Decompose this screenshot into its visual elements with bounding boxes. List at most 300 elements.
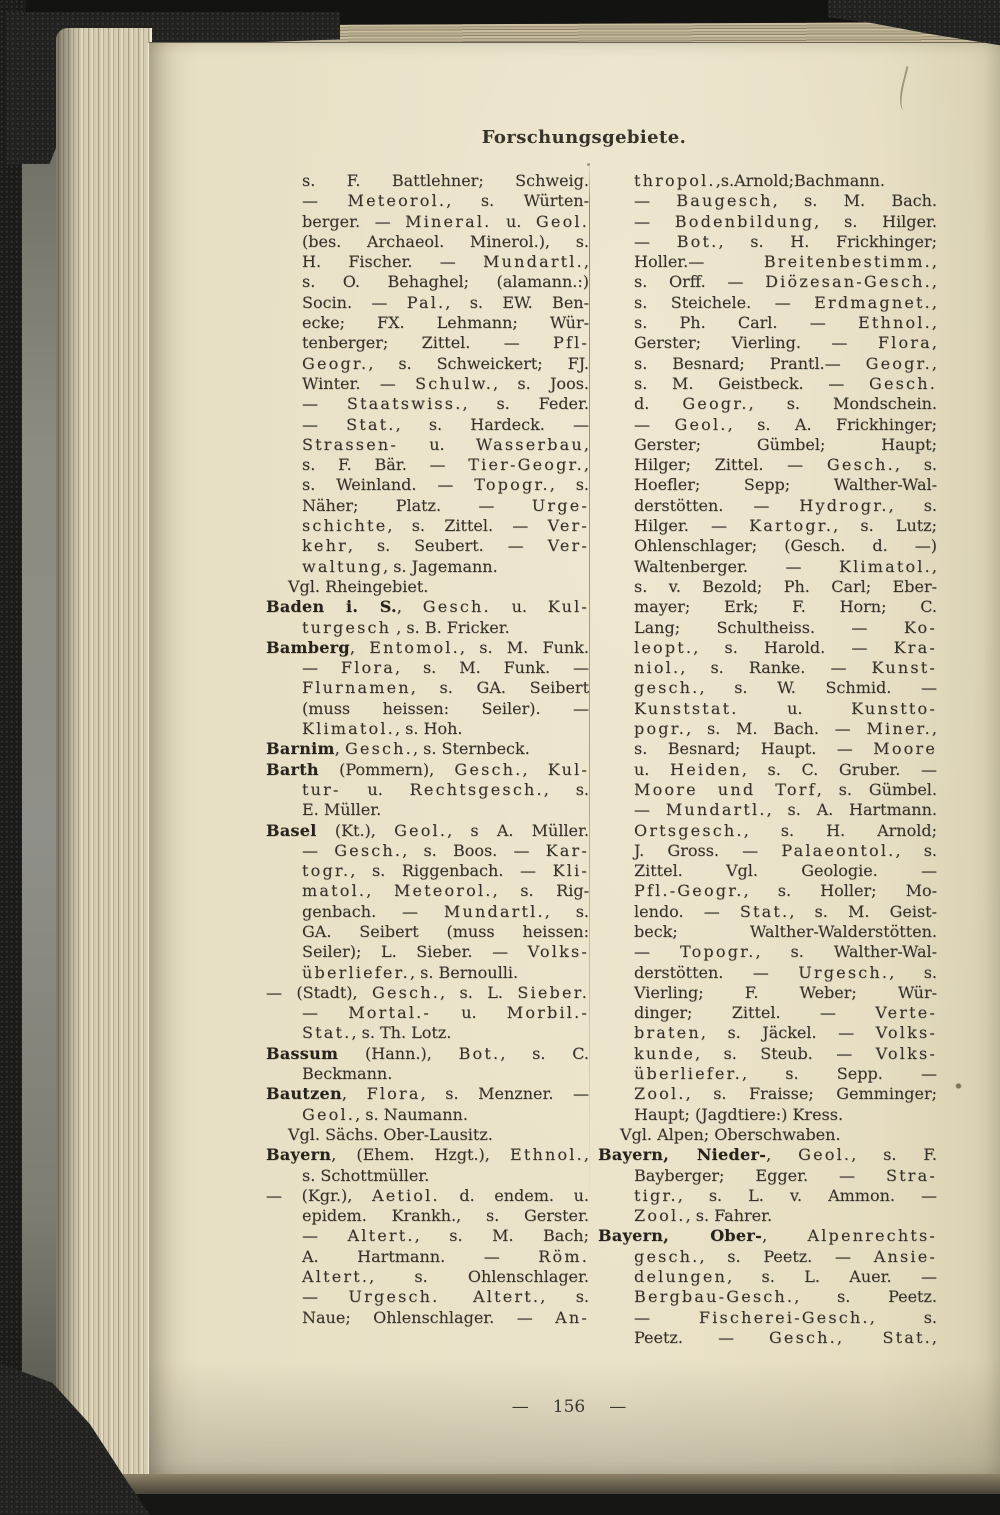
text-segment: , s. Sternbeck.: [412, 739, 530, 759]
text-segment: Verte-: [875, 1003, 937, 1023]
text-segment: Breitenbestimm.: [763, 252, 932, 272]
text-segment: , (Ehem. Hzgt.),: [331, 1145, 510, 1165]
text-segment: niol.: [634, 658, 681, 678]
text-segment: Bautzen: [266, 1084, 342, 1104]
text-segment: (Pommern),: [318, 759, 455, 779]
text-line: [266, 739, 589, 759]
text-segment: , s. A. Hartmann.: [766, 800, 937, 820]
text-segment: Lang; Schultheiss. —: [634, 617, 904, 637]
text-segment: gesch.: [634, 678, 700, 698]
text-segment: s. Steichele. —: [634, 292, 815, 312]
text-line: [266, 252, 589, 272]
text-segment: ,: [341, 1084, 367, 1104]
text-line: [598, 475, 937, 495]
text-segment: Bayern: [266, 1145, 332, 1165]
text-line: [598, 1145, 937, 1165]
text-segment: ,: [583, 434, 589, 454]
text-segment: —: [302, 840, 335, 860]
text-segment: ,: [583, 252, 589, 272]
text-segment: , s. M. Bach. —: [686, 719, 867, 739]
text-line: [266, 678, 589, 698]
text-segment: Geogr.: [302, 353, 369, 373]
text-segment: Ver-: [547, 516, 589, 536]
text-line: [598, 354, 937, 374]
text-segment: Hydrogr.: [799, 495, 889, 515]
text-segment: Pfl.-Geogr.: [634, 881, 744, 901]
text-line: [598, 496, 937, 516]
text-segment: schichte: [302, 516, 388, 536]
text-segment: Vgl. Rheingebiet.: [288, 576, 429, 596]
text-segment: Mundartl.: [443, 901, 545, 921]
text-segment: Erdmagnet.: [814, 292, 932, 312]
text-segment: Palaeontol.: [781, 840, 896, 860]
text-segment: Gesch.: [826, 455, 895, 475]
text-segment: Barth: [266, 759, 319, 779]
text-segment: u.: [634, 759, 671, 779]
text-segment: Gesch.: [344, 739, 413, 759]
text-segment: Bayberger; Egger. —: [634, 1165, 887, 1185]
column-divider-rule: [589, 161, 590, 1216]
text-segment: Kunstto-: [851, 698, 937, 718]
text-segment: Kra-: [893, 637, 937, 657]
book-page: [148, 42, 1000, 1474]
text-segment: , s. Rig-: [492, 881, 589, 901]
text-segment: Bayern, Ober-: [598, 1226, 763, 1246]
text-segment: Meteorol.: [347, 191, 447, 211]
index-column-left: [266, 171, 589, 1328]
text-segment: Baden i. S.: [266, 597, 397, 617]
text-segment: Hilger; Zittel. —: [634, 455, 827, 475]
text-line: [266, 171, 589, 191]
text-segment: —: [634, 211, 675, 231]
text-segment: , s. Schweickert; FJ.: [368, 353, 589, 373]
text-segment: Gesch.: [334, 840, 403, 860]
text-segment: , s. Th. Lotz.: [351, 1023, 452, 1043]
text-segment: , s. C.: [500, 1043, 589, 1063]
text-segment: braten: [634, 1023, 701, 1043]
text-segment: ,: [931, 313, 937, 333]
text-segment: Ko-: [903, 617, 937, 637]
text-segment: Gerster; Gümbel; Haupt;: [634, 434, 937, 454]
text-segment: —: [302, 394, 347, 414]
text-segment: d.: [634, 394, 683, 414]
text-line: [598, 618, 937, 638]
text-line: [598, 394, 937, 414]
text-segment: s. Weinland. —: [302, 475, 475, 495]
text-line: [598, 658, 937, 678]
text-segment: genbach. —: [302, 901, 444, 921]
text-line: [266, 922, 589, 942]
text-line: [598, 800, 937, 820]
text-segment: Volks-: [875, 1043, 937, 1063]
text-segment: (muss heissen: Seiler). —: [302, 698, 589, 718]
text-segment: , s. M. Geist-: [789, 901, 937, 921]
text-segment: kunde: [634, 1043, 696, 1063]
text-segment: An-: [555, 1307, 589, 1327]
text-segment: s. F. Battlehner; Schweig.: [302, 171, 589, 190]
text-segment: Bergbau-Gesch.: [634, 1287, 795, 1307]
text-line: [598, 374, 937, 394]
page-number: [489, 1397, 649, 1417]
text-segment: Gesch.: [372, 982, 441, 1002]
running-head: Forschungsgebiete.: [481, 127, 687, 148]
text-segment: s. F. Bär. —: [302, 455, 469, 475]
text-segment: Geol.: [302, 1104, 356, 1124]
text-line: [598, 983, 937, 1003]
text-segment: d. endem. u.: [439, 1185, 589, 1205]
text-segment: Sieber.: [517, 982, 589, 1002]
text-segment: ,: [931, 353, 937, 373]
text-segment: , s. H. Arnold;: [743, 820, 937, 840]
text-segment: , s. Riggenbach. —: [350, 861, 553, 881]
text-segment: —: [634, 191, 677, 211]
text-line: [266, 1125, 589, 1145]
text-segment: Entomol.: [369, 637, 460, 657]
text-line: [598, 313, 937, 333]
text-line: [598, 272, 937, 292]
text-segment: Zool.: [634, 1206, 686, 1226]
page-stack-fore-edge: [56, 28, 152, 1476]
text-segment: , s.: [543, 779, 590, 799]
text-segment: ,: [583, 1145, 589, 1165]
text-segment: , s. Holler; Mo-: [743, 881, 937, 901]
text-segment: s. M. Geistbeck. —: [634, 373, 869, 393]
text-segment: Staatswiss.: [346, 394, 463, 414]
text-segment: Peetz. —: [634, 1327, 769, 1347]
text-segment: Zittel. Vgl. Geologie. —: [634, 861, 937, 881]
text-line: [266, 577, 589, 597]
page-number-value: 156: [552, 1397, 586, 1417]
text-segment: tigr.: [634, 1185, 678, 1205]
text-segment: überliefer.: [634, 1064, 742, 1084]
text-segment: ,: [931, 333, 937, 353]
text-line: [266, 415, 589, 435]
text-segment: Seiler); L. Sieber. —: [302, 942, 528, 962]
text-segment: Tier-Geogr.: [468, 455, 584, 475]
text-segment: ,: [583, 455, 589, 475]
text-line: [598, 455, 937, 475]
text-line: [598, 1226, 937, 1246]
text-segment: Aetiol.: [371, 1185, 440, 1205]
text-line: [598, 963, 937, 983]
text-segment: Pfl-: [552, 333, 589, 353]
text-line: [598, 1003, 937, 1023]
text-segment: Ortsgesch.: [634, 820, 744, 840]
text-segment: , s. Feder.: [462, 394, 590, 414]
text-segment: Volks-: [527, 942, 589, 962]
text-line: [598, 1287, 937, 1307]
text-segment: Flora: [366, 1084, 421, 1104]
text-segment: Morbil.-: [506, 1003, 590, 1023]
text-segment: ,: [366, 881, 394, 901]
text-segment: —: [302, 414, 347, 434]
text-line: [598, 881, 937, 901]
text-segment: Urgesch. Altert.: [348, 1287, 541, 1307]
text-line: [598, 597, 937, 617]
text-segment: , s.: [889, 962, 937, 982]
text-segment: Bot.: [458, 1043, 501, 1063]
text-line: [598, 1308, 937, 1328]
text-segment: , s.: [869, 1307, 937, 1327]
text-line: [266, 1186, 589, 1206]
text-segment: , s. Lutz;: [833, 516, 937, 536]
text-segment: berger. —: [302, 211, 406, 231]
text-segment: , s. Boos. —: [402, 840, 546, 860]
text-segment: , s. Naumann.: [355, 1104, 468, 1124]
text-segment: Urge-: [531, 495, 589, 515]
text-line: [598, 821, 937, 841]
text-segment: , s.: [540, 1287, 589, 1307]
text-segment: matol.: [302, 881, 367, 901]
text-line: [598, 171, 937, 191]
text-segment: ,: [396, 597, 423, 617]
text-segment: tur-: [302, 779, 341, 799]
text-segment: derstötten. —: [634, 495, 800, 515]
text-segment: ,s.Arnold;Bachmann.: [715, 171, 885, 190]
text-line: [598, 922, 937, 942]
text-segment: , s. Hardeck. —: [395, 414, 589, 434]
text-segment: Basel: [266, 820, 317, 840]
text-segment: , s. Seubert. —: [347, 536, 548, 556]
text-segment: —: [302, 658, 341, 678]
text-segment: , s A. Müller.: [447, 820, 589, 840]
text-segment: , s.: [549, 475, 590, 495]
text-line: [598, 1064, 937, 1084]
text-segment: , s. Harold. —: [693, 637, 894, 657]
text-segment: , s. C. Gruber. —: [741, 759, 937, 779]
text-line: [598, 1023, 937, 1043]
text-segment: Geogr.: [682, 394, 749, 414]
text-segment: Mortal.-: [348, 1003, 432, 1023]
text-segment: , s. A. Frickhinger;: [727, 414, 937, 434]
text-line: [598, 333, 937, 353]
text-segment: s. Schottmüller.: [302, 1165, 430, 1185]
text-segment: Ethnol.: [509, 1145, 584, 1165]
text-segment: Flora: [340, 658, 395, 678]
text-line: [598, 861, 937, 881]
text-line: [266, 475, 589, 495]
text-segment: , s. M. Bach;: [414, 1226, 589, 1246]
text-line: [266, 841, 589, 861]
text-segment: Mundartl.: [483, 252, 584, 272]
text-segment: Zool.: [634, 1084, 686, 1104]
text-segment: Geogr.: [865, 353, 932, 373]
text-segment: Kli-: [552, 861, 589, 881]
text-line: [266, 1084, 589, 1104]
text-segment: Klimatol.: [838, 556, 932, 576]
text-segment: Ansie-: [873, 1246, 937, 1266]
text-segment: togr.: [302, 861, 351, 881]
text-line: [266, 983, 589, 1003]
text-segment: Vgl. Alpen; Oberschwaben.: [620, 1124, 841, 1144]
text-segment: Naue; Ohlenschlager. —: [302, 1307, 556, 1327]
text-line: [266, 942, 589, 962]
text-line: [598, 739, 937, 759]
text-segment: —: [634, 414, 675, 434]
text-segment: Wasserbau: [475, 434, 584, 454]
text-segment: , s. Gümbel.: [816, 779, 937, 799]
text-segment: Diözesan-Gesch.: [765, 272, 932, 292]
text-line: [266, 1105, 589, 1125]
text-segment: Gesch.: [454, 759, 523, 779]
text-segment: , s. Jäckel. —: [700, 1023, 876, 1043]
text-line: [598, 719, 937, 739]
text-segment: Bayern, Nieder-: [598, 1145, 767, 1165]
text-segment: ,: [931, 252, 937, 272]
text-segment: Socin. —: [302, 292, 407, 312]
text-segment: Altert.: [302, 1267, 370, 1287]
text-line: [266, 232, 589, 252]
text-segment: Hoefler; Sepp; Walther-Wal-: [634, 475, 937, 495]
text-segment: Gesch.: [868, 373, 937, 393]
text-segment: Flurnamen: [302, 678, 411, 698]
text-segment: , s. Hoh.: [394, 719, 463, 739]
text-segment: ,: [931, 272, 937, 292]
text-segment: ,: [349, 637, 370, 657]
text-segment: A. Hartmann. —: [302, 1246, 539, 1266]
text-line: [598, 902, 937, 922]
text-segment: , s. M. Funk.: [459, 637, 589, 657]
text-line: [266, 516, 589, 536]
text-segment: Geol.: [394, 820, 448, 840]
text-segment: Stra-: [886, 1165, 937, 1185]
text-segment: , s. Jagemann.: [383, 556, 498, 576]
text-segment: —: [634, 800, 666, 820]
text-line: [598, 191, 937, 211]
text-line: [266, 658, 589, 678]
text-line: [266, 191, 589, 211]
text-segment: ,: [931, 1327, 937, 1347]
text-segment: Haupt; (Jagdtiere:) Kress.: [634, 1104, 844, 1124]
text-line: [266, 496, 589, 516]
text-line: [266, 1267, 589, 1287]
text-line: [266, 719, 589, 739]
text-segment: ecke; FX. Lehmann; Wür-: [302, 313, 589, 333]
scan-bottom-border: [0, 1494, 1000, 1515]
text-segment: (Hann.),: [338, 1043, 459, 1063]
text-line: [266, 272, 589, 292]
text-segment: Rechtsgesch.: [409, 779, 544, 799]
text-segment: , s. W. Schmid. —: [699, 678, 937, 698]
text-line: [598, 293, 937, 313]
text-segment: Moore: [873, 739, 937, 759]
text-line: [598, 1125, 937, 1145]
text-line: [266, 618, 589, 638]
text-segment: — (Stadt),: [266, 982, 372, 1002]
text-segment: (bes. Archaeol. Minerol.), s.: [302, 231, 589, 251]
text-segment: , s.: [544, 901, 589, 921]
text-segment: , s. Peetz. —: [699, 1246, 874, 1266]
text-line: [598, 1247, 937, 1267]
text-segment: Kul-: [547, 597, 589, 617]
text-line: [266, 963, 589, 983]
text-segment: , s. EW. Ben-: [445, 292, 589, 312]
text-segment: Ohlenschlager; (Gesch. d. —): [634, 536, 937, 556]
text-line: [266, 212, 589, 232]
text-segment: Geol.: [798, 1145, 852, 1165]
text-segment: , s. L.: [440, 982, 518, 1002]
text-segment: Gesch.: [422, 597, 491, 617]
text-segment: Stat.: [739, 901, 790, 921]
text-segment: Bodenbildung: [674, 211, 815, 231]
text-line: [266, 780, 589, 800]
text-segment: , s. Steub. —: [695, 1043, 876, 1063]
text-segment: —: [302, 1287, 349, 1307]
text-segment: , s. H. Frickhinger;: [718, 231, 937, 251]
text-segment: —: [302, 191, 348, 211]
text-segment: Moore und Torf: [634, 779, 817, 799]
text-segment: , s. B. Fricker.: [391, 617, 510, 637]
text-segment: u.: [738, 698, 852, 718]
text-segment: Röm.: [538, 1246, 589, 1266]
text-segment: , s. Würten-: [446, 191, 589, 211]
text-segment: Geol.: [535, 211, 590, 231]
text-segment: , s. Walther-Wal-: [755, 942, 937, 962]
text-segment: Urgesch.: [798, 962, 890, 982]
text-segment: , s. Fahrer.: [685, 1206, 773, 1226]
text-segment: ,: [931, 292, 937, 312]
text-segment: Mineral.: [405, 211, 492, 231]
text-segment: Gesch., Stat.: [768, 1327, 932, 1347]
text-segment: u.: [397, 434, 476, 454]
text-segment: Waltenberger. —: [634, 556, 839, 576]
text-segment: Volks-: [875, 1023, 937, 1043]
text-line: [266, 1064, 589, 1084]
text-segment: Geol.: [674, 414, 728, 434]
text-line: [598, 760, 937, 780]
text-segment: turgesch: [302, 617, 392, 637]
text-line: [266, 1023, 589, 1043]
text-segment: , s. Joos.: [493, 373, 589, 393]
text-segment: GA. Seibert (muss heissen:: [302, 921, 589, 941]
text-segment: Barnim: [266, 739, 335, 759]
page-number-dash-left: —: [511, 1397, 529, 1417]
text-segment: s. Besnard; Prantl.—: [634, 353, 866, 373]
text-line: [598, 232, 937, 252]
text-segment: , s. Fraisse; Gemminger;: [685, 1084, 937, 1104]
text-segment: —: [302, 1226, 348, 1246]
text-segment: Ethnol.: [857, 313, 932, 333]
text-segment: Kunststat.: [634, 698, 739, 718]
text-segment: (Kt.),: [316, 820, 395, 840]
text-line: [598, 516, 937, 536]
text-segment: Hilger. —: [634, 516, 750, 536]
text-segment: Heiden: [670, 759, 742, 779]
text-line: [266, 1044, 589, 1064]
text-segment: Klimatol.: [302, 719, 395, 739]
text-segment: , s. Peetz.: [794, 1287, 937, 1307]
text-segment: —: [634, 231, 677, 251]
text-segment: Altert.: [347, 1226, 415, 1246]
text-line: [598, 536, 937, 556]
text-segment: s. Besnard; Haupt. —: [634, 739, 874, 759]
text-line: [598, 780, 937, 800]
text-segment: , s. Ohlenschlager.: [369, 1267, 589, 1287]
text-segment: Kunst-: [871, 658, 937, 678]
text-segment: Topogr.: [474, 475, 550, 495]
text-segment: überliefer.: [302, 962, 410, 982]
text-segment: leopt.: [634, 637, 694, 657]
text-segment: u.: [491, 211, 536, 231]
text-line: [266, 760, 589, 780]
text-line: [266, 435, 589, 455]
text-line: [266, 699, 589, 719]
text-segment: dinger; Zittel. —: [634, 1003, 876, 1023]
text-segment: Kul-: [547, 759, 589, 779]
text-segment: Holler.—: [634, 252, 764, 272]
text-segment: , s. M. Funk. —: [394, 658, 589, 678]
text-segment: lendo. —: [634, 901, 740, 921]
